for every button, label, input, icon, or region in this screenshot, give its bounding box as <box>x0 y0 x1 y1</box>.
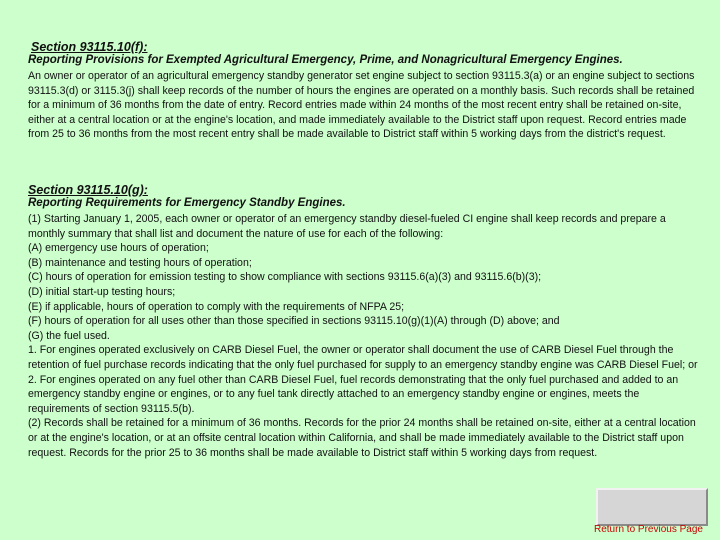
record-retention-paragraph: (2) Records shall be retained for a minimum of 36 months. Records for the prior 24 months shall be retained on-site, either at a central location or at the engine's location, or at an offsite central location within California, and shall be made immediately available to the District staff upon request. Records for the prior 25 to 36 months shall be made available to District staff within 5 working days from request. <box>28 417 696 459</box>
list-item-f: (F) hours of operation for all uses other than those specified in sections 93115.10(g)(1)(A) through (D) above; and <box>28 315 560 328</box>
list-item-e: (E) if applicable, hours of operation to comply with the requirements of NFPA 25; <box>28 300 405 313</box>
section-93115-10g-body <box>28 212 700 460</box>
fuel-option-1: 1. For engines operated exclusively on CARB Diesel Fuel, the owner or operator shall document the use of CARB Diesel Fuel through the retention of fuel purchase records indicating that the only fuel purchased for supply to an emergency standby engine was CARB Diesel Fuel; or <box>28 344 698 371</box>
fuel-option-2: 2. For engines operated on any fuel other than CARB Diesel Fuel, fuel records demonstrating that the only fuel purchased and added to an emergency standby engine or engines, or to any fuel tank directly attached to an emergency standby engine or engines, meets the requirements of section 93115.5(b). <box>28 373 679 415</box>
return-to-previous-page-link[interactable]: Return to Previous Page <box>594 524 703 535</box>
list-item-a: (A) emergency use hours of operation; <box>28 242 209 255</box>
section-93115-10f-heading: Section 93115.10(f): <box>31 40 148 54</box>
return-button[interactable] <box>596 488 708 526</box>
section-93115-10g-subheading: Reporting Requirements for Emergency Standby Engines. <box>28 197 346 209</box>
section-93115-10g-heading: Section 93115.10(g): <box>28 183 148 197</box>
list-item-g: (G) the fuel used. <box>28 329 110 342</box>
list-item-b: (B) maintenance and testing hours of operation; <box>28 256 252 269</box>
section-93115-10f-body: An owner or operator of an agricultural emergency standby generator set engine subject to section 93115.3(a) or an engine subject to sections 93115.3(d) or 3115.3(j) shall keep records of the number of hours the engines are operated on a monthly basis. Such records shall be retained for a minimum of 36 months from the date of entry. Record entries made within 24 months of the most recent entry shall be retained on-site, either at a central location or at the engine's location, and made immediately available to the District staff upon request. Record entries made from 25 to 36 months from the most recent entry shall be made available to District staff within 5 working days from the district's request. <box>28 70 695 141</box>
record-requirement-intro: (1) Starting January 1, 2005, each owner or operator of an emergency standby diesel-fueled CI engine shall keep records and prepare a monthly summary that shall list and document the nature of use for each of the following: <box>28 213 666 240</box>
list-item-d: (D) initial start-up testing hours; <box>28 285 176 298</box>
list-item-c: (C) hours of operation for emission testing to show compliance with sections 93115.6(a)(3) and 93115.6(b)(3); <box>28 271 542 284</box>
section-93115-10f-subheading: Reporting Provisions for Exempted Agricultural Emergency, Prime, and Nonagricultural Emergency Engines. <box>28 54 623 66</box>
